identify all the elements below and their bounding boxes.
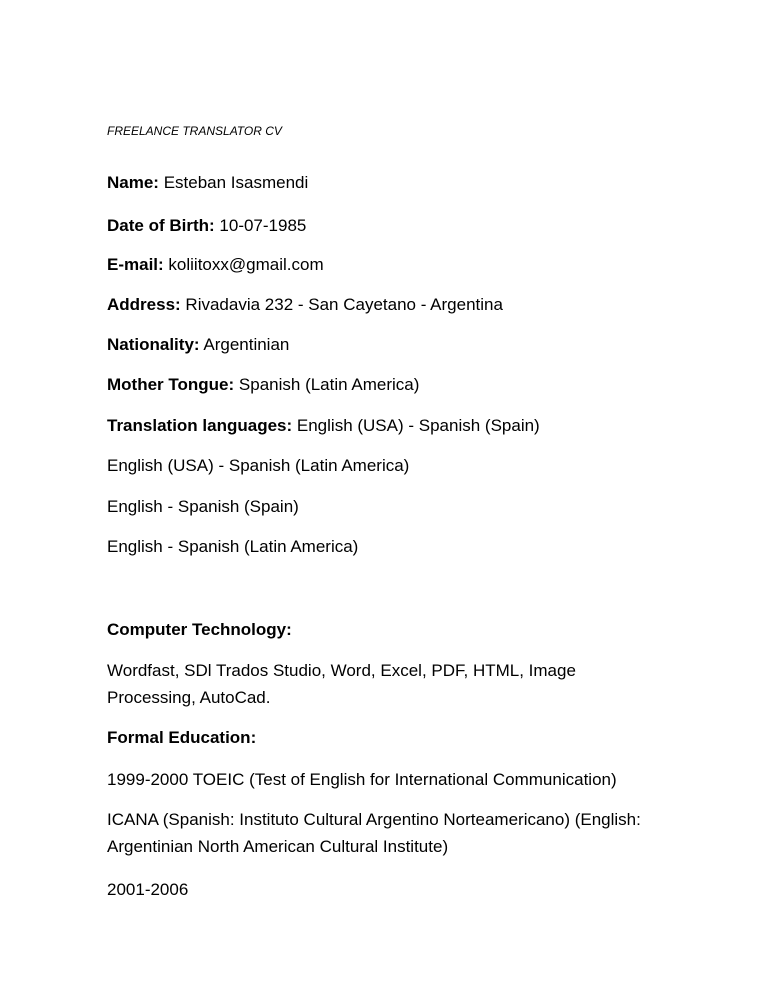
- education-item: 2001-2006: [107, 880, 189, 899]
- email-value: koliitoxx@gmail.com: [168, 255, 324, 274]
- education-item: 1999-2000 TOEIC (Test of English for International Communication): [107, 770, 617, 789]
- document-title: FREELANCE TRANSLATOR CV: [107, 124, 282, 138]
- name-label: Name:: [107, 173, 159, 192]
- nationality-label: Nationality:: [107, 335, 200, 354]
- dob-label: Date of Birth:: [107, 216, 215, 235]
- education-item: ICANA (Spanish: Instituto Cultural Argentino Norteamericano) (English: Argentinian North American Cultural Institute): [107, 810, 641, 856]
- email-row: [107, 255, 324, 275]
- email-label: E-mail:: [107, 255, 164, 274]
- mother-tongue-label: Mother Tongue:: [107, 375, 235, 394]
- formal-education-heading: [107, 728, 256, 748]
- mother-tongue-row: [107, 375, 419, 395]
- translation-pair: English - Spanish (Spain): [107, 497, 299, 516]
- translation-pair: English (USA) - Spanish (Latin America): [107, 456, 410, 475]
- dob-row: [107, 216, 306, 236]
- name-value: Esteban Isasmendi: [163, 173, 309, 192]
- dob-value: 10-07-1985: [219, 216, 307, 235]
- name-row: [107, 173, 308, 193]
- formal-education-heading-text: Formal Education:: [107, 728, 257, 747]
- mother-tongue-value: Spanish (Latin America): [238, 375, 420, 394]
- nationality-value: Argentinian: [203, 335, 290, 354]
- address-value: Rivadavia 232 - San Cayetano - Argentina: [185, 295, 503, 314]
- computer-technology-text: Wordfast, SDl Trados Studio, Word, Excel, PDF, HTML, Image Processing, AutoCad.: [107, 661, 576, 707]
- translation-languages-label: Translation languages:: [107, 416, 293, 435]
- translation-languages-row: [107, 416, 540, 436]
- computer-technology-heading-text: Computer Technology:: [107, 620, 292, 639]
- address-label: Address:: [107, 295, 181, 314]
- translation-pair: English (USA) - Spanish (Spain): [296, 416, 540, 435]
- computer-technology-heading: [107, 620, 292, 640]
- translation-pair: English - Spanish (Latin America): [107, 537, 359, 556]
- nationality-row: [107, 335, 289, 355]
- address-row: [107, 295, 503, 315]
